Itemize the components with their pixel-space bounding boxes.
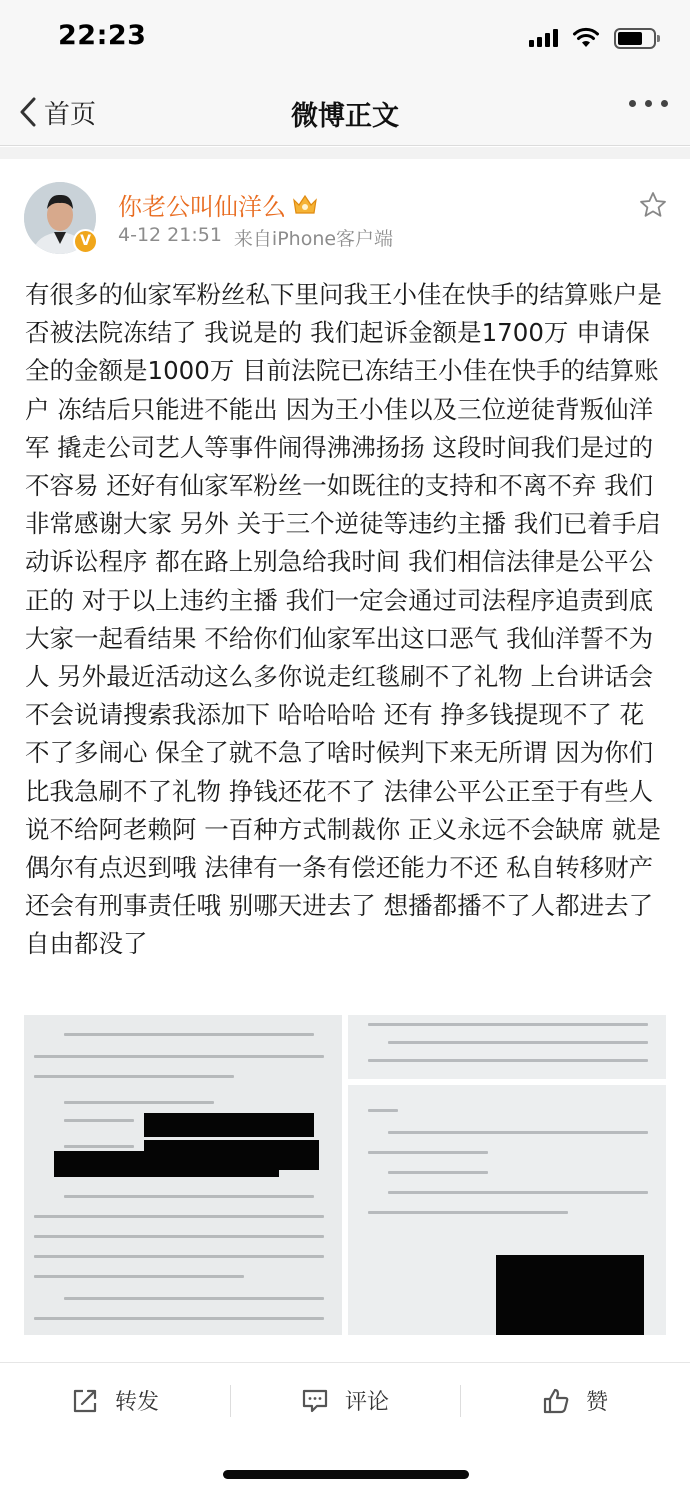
star-icon[interactable] xyxy=(638,190,668,220)
wifi-icon xyxy=(572,27,600,49)
username-row xyxy=(118,187,318,222)
action-bar xyxy=(0,1362,690,1438)
bottom-safe-area xyxy=(0,1438,690,1493)
comment-label: 评论 xyxy=(344,1390,389,1415)
username[interactable]: 你老公叫仙洋么 xyxy=(118,193,286,221)
page-title: 微博正文 xyxy=(291,101,399,132)
battery-icon xyxy=(614,28,656,49)
post-source: 来自iPhone客户端 xyxy=(233,228,394,250)
crown-icon xyxy=(292,193,318,217)
like-label: 赞 xyxy=(585,1390,608,1415)
comment-button[interactable] xyxy=(230,1363,460,1438)
status-time: 22:23 xyxy=(58,20,147,51)
comment-icon xyxy=(301,1387,329,1415)
status-icons xyxy=(529,27,656,49)
repost-icon xyxy=(71,1387,99,1415)
verified-badge-icon: V xyxy=(73,229,98,254)
like-button[interactable] xyxy=(460,1363,690,1438)
back-label: 首页 xyxy=(44,99,97,130)
status-bar xyxy=(0,0,690,78)
nav-bar xyxy=(0,78,690,146)
like-icon xyxy=(542,1387,570,1415)
post-date: 4-12 21:51 xyxy=(118,224,222,246)
repost-button[interactable] xyxy=(0,1363,230,1438)
repost-label: 转发 xyxy=(114,1390,159,1415)
post-text: 有很多的仙家军粉丝私下里问我王小佳在快手的结算账户是否被法院冻结了 我说是的 我们起诉金额是1700万 申请保全的金额是1000万 目前法院已冻结王小佳在快手的结算账户 冻结后只能进不能出 因为王小佳以及三位逆徒背叛仙洋军 撬走公司艺人等事件闹得沸沸扬扬 这段时间我们是过的不容易 还好有仙家军粉丝一如既往的支持和不离不弃 我们非常感谢大家 另外 关于三个逆徒等违约主播 我们已着手启动诉讼程序 都在路上别急给我时间 我们相信法律是公平公正的 对于以上违约主播 我们一定会通过司法程序追责到底 大家一起看结果 不给你们仙家军出这口恶气 我仙洋誓不为人 另外最近活动这么多你说走红毯刷不了礼物 上台讲话会不会说请搜索我添加下 哈哈哈哈 还有 挣多钱提现不了 花不了多闹心 保全了就不急了啥时候判下来无所谓 因为你们比我急刷不了礼物 挣钱还花不了 法律公平公正至于有些人说不给阿老赖阿 一百种方式制裁你 正义永远不会缺席 就是偶尔有点迟到哦 法律有一条有偿还能力不还 私自转移财产还会有刑事责任哦 别哪天进去了 想播都播不了人都进去了 自由都没了 xyxy=(25,280,662,959)
post-image-3[interactable] xyxy=(348,1085,666,1335)
post-image-2[interactable] xyxy=(348,1015,666,1079)
post-meta xyxy=(118,224,393,251)
signal-icon xyxy=(529,29,558,47)
section-gap xyxy=(0,147,690,159)
more-icon[interactable] xyxy=(629,100,668,107)
home-indicator xyxy=(223,1470,469,1479)
post-image-1[interactable] xyxy=(24,1015,342,1335)
